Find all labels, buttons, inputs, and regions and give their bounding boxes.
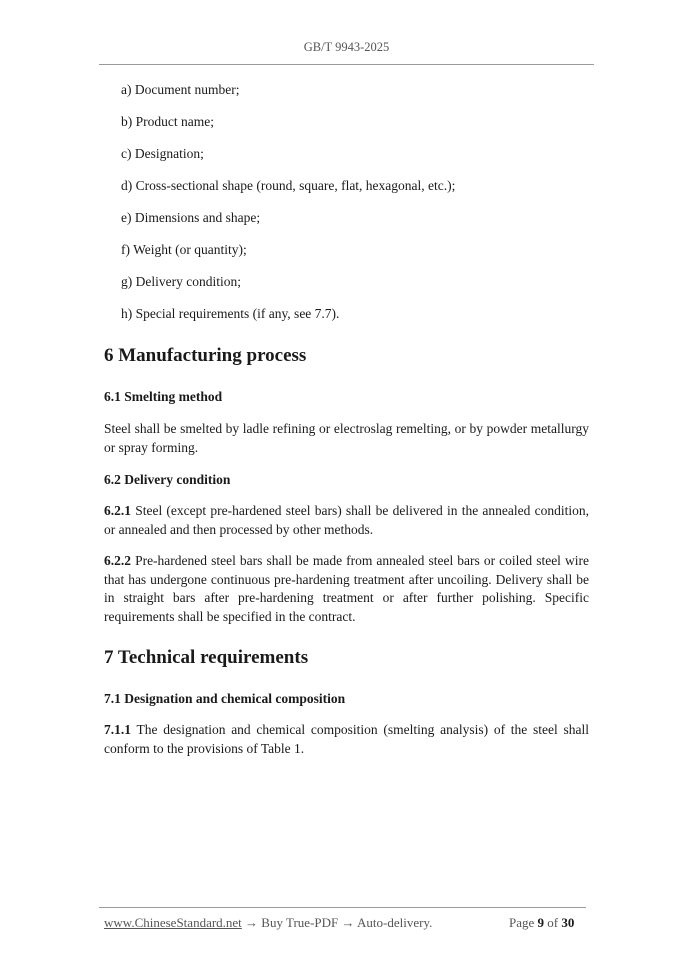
header-divider xyxy=(99,64,594,65)
section-6-2-heading: 6.2 Delivery condition xyxy=(104,472,231,487)
list-item: e) Dimensions and shape; xyxy=(121,210,261,225)
page-number xyxy=(509,915,574,931)
page-label: Page xyxy=(509,915,538,930)
clause-number: 6.2.2 xyxy=(104,553,131,568)
page-total: 30 xyxy=(561,915,575,930)
order-items-list xyxy=(121,80,455,336)
page-current: 9 xyxy=(537,915,545,930)
clause-number: 7.1.1 xyxy=(104,722,131,737)
arrow-icon: → xyxy=(338,915,358,930)
list-item: c) Designation; xyxy=(121,146,204,161)
list-item: g) Delivery condition; xyxy=(121,274,241,289)
section-6-2-1-paragraph xyxy=(104,502,589,539)
arrow-icon: → xyxy=(241,915,262,930)
buy-pdf-text: Buy True-PDF xyxy=(261,915,339,930)
clause-text: Pre-hardened steel bars shall be made from annealed steel bars or coiled steel wire that has undergone continuous pre-hardening treatment after uncoiling. Delivery shall be in straight bars after pre-hardening treatment or after further polishing. Specific requirements shall be specified in the contract. xyxy=(104,553,589,624)
section-7-1-1-paragraph xyxy=(104,721,589,758)
list-item: f) Weight (or quantity); xyxy=(121,242,247,257)
list-item: b) Product name; xyxy=(121,114,214,129)
clause-text: Steel (except pre-hardened steel bars) shall be delivered in the annealed condition, or annealed and then processed by other methods. xyxy=(104,503,589,537)
list-item: a) Document number; xyxy=(121,82,240,97)
section-7-1-heading: 7.1 Designation and chemical composition xyxy=(104,691,346,706)
section-6-1-heading: 6.1 Smelting method xyxy=(104,389,223,404)
list-item: d) Cross-sectional shape (round, square, flat, hexagonal, etc.); xyxy=(121,178,456,193)
auto-delivery-text: Auto-delivery. xyxy=(357,915,433,930)
section-6-1-paragraph: Steel shall be smelted by ladle refining or electroslag remelting, or by powder metallurgy or spray forming. xyxy=(104,421,589,455)
section-7-heading: 7 Technical requirements xyxy=(104,647,309,668)
footer-divider xyxy=(99,907,586,908)
footer-promo xyxy=(104,915,432,931)
section-6-heading: 6 Manufacturing process xyxy=(104,345,307,366)
site-link[interactable]: www.ChineseStandard.net xyxy=(104,915,242,930)
page-of: of xyxy=(544,915,562,930)
list-item: h) Special requirements (if any, see 7.7). xyxy=(121,306,340,321)
clause-text: The designation and chemical composition (smelting analysis) of the steel shall conform to the provisions of Table 1. xyxy=(104,722,589,756)
clause-number: 6.2.1 xyxy=(104,503,131,518)
section-6-2-2-paragraph xyxy=(104,552,589,626)
page-header-title: GB/T 9943-2025 xyxy=(303,40,390,54)
